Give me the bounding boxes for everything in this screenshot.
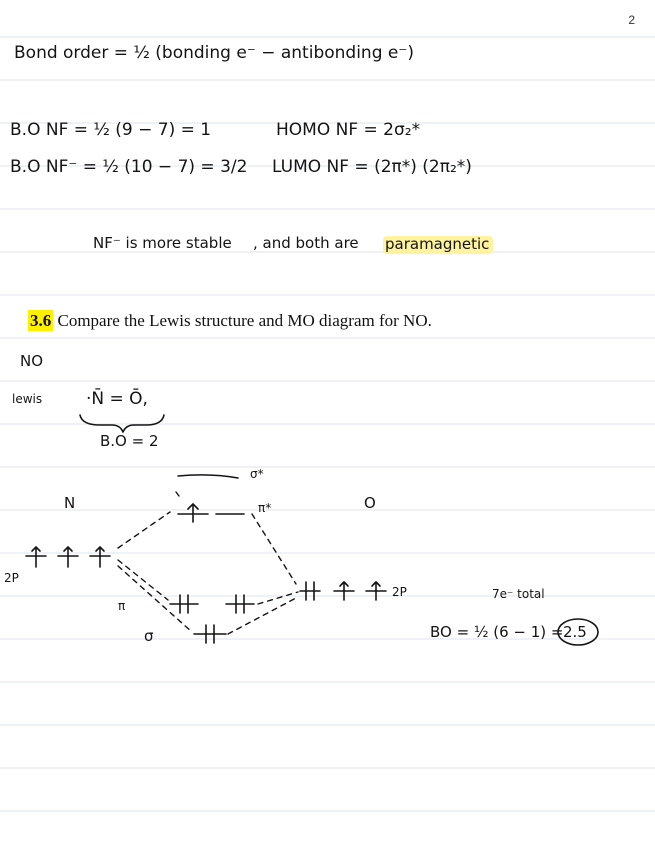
ruled-lines [0, 37, 655, 811]
n-2p-orbitals [26, 547, 110, 567]
bo-nf: B.O NF = ½ (9 − 7) = 1 [10, 120, 212, 140]
page-number: 2 [628, 13, 635, 27]
sigma-bonding-orbital [194, 625, 226, 643]
question-3-6 [28, 311, 432, 331]
atom-n-label: N [64, 494, 76, 512]
homo-nf: HOMO NF = 2σ₂* [276, 120, 421, 140]
molecule-label: NO [20, 352, 44, 370]
lewis-structure: ·N̄ = Ō, [86, 389, 148, 409]
o-2p-orbitals [300, 582, 386, 600]
question-number: 3.6 [30, 311, 52, 330]
sigma-star-level [178, 475, 238, 478]
bo-nf-minus: B.O NF⁻ = ½ (10 − 7) = 3/2 [10, 157, 248, 177]
conclusion-stable: NF⁻ is more stable [93, 234, 232, 252]
pi-label: π [118, 599, 126, 613]
lewis-label: lewis [12, 392, 43, 406]
bond-order-definition: Bond order = ½ (bonding e⁻ − antibonding e⁻) [14, 43, 414, 63]
mo-diagram [4, 467, 407, 645]
bo-result: 2.5 [563, 623, 587, 641]
electron-count: 7e⁻ total [492, 587, 545, 601]
bo-calculation: BO = ½ (6 − 1) = [430, 623, 564, 641]
conclusion-both: , and both are [253, 234, 359, 252]
lumo-nf: LUMO NF = (2π*) (2π₂*) [272, 157, 472, 177]
sigma-star-label: σ* [250, 467, 264, 481]
lewis-bond-order: B.O = 2 [100, 432, 159, 450]
pi-star-label: π* [258, 501, 272, 515]
sigma-label: σ [144, 627, 154, 645]
question-text: Compare the Lewis structure and MO diagram for NO. [57, 311, 432, 330]
atom-o-label: O [364, 494, 376, 512]
pi-bonding-orbitals [170, 595, 254, 613]
n-2p-label: 2P [4, 571, 19, 585]
conclusion-paramagnetic: paramagnetic [385, 235, 490, 253]
o-2p-label: 2P [392, 585, 407, 599]
